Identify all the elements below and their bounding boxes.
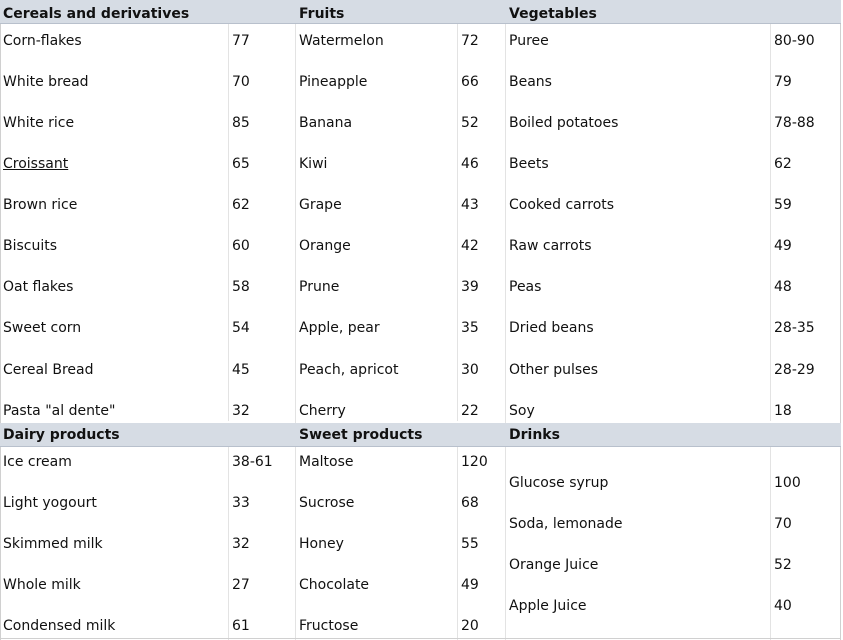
fruit-name: Peach, apricot bbox=[299, 362, 399, 378]
drink-name: Orange Juice bbox=[509, 557, 599, 573]
dairy-value: 38-61 bbox=[232, 454, 273, 470]
fruit-name: Prune bbox=[299, 279, 340, 295]
fruit-value: 43 bbox=[461, 197, 479, 213]
grid-line bbox=[228, 446, 229, 640]
drink-name: Apple Juice bbox=[509, 598, 587, 614]
heading-drinks: Drinks bbox=[509, 427, 560, 443]
fruit-name: Cherry bbox=[299, 403, 346, 419]
grid-line bbox=[770, 23, 771, 421]
dairy-value: 61 bbox=[232, 618, 250, 634]
drink-value: 70 bbox=[774, 516, 792, 532]
dairy-name: Light yogourt bbox=[3, 495, 97, 511]
grid-line bbox=[0, 0, 1, 640]
cereal-value: 77 bbox=[232, 33, 250, 49]
vegetable-name: Raw carrots bbox=[509, 238, 592, 254]
cereal-name: White bread bbox=[3, 74, 89, 90]
grid-line bbox=[457, 446, 458, 640]
cereal-name-link[interactable]: Croissant bbox=[3, 156, 69, 172]
heading-vegetables: Vegetables bbox=[509, 6, 597, 22]
fruit-name: Pineapple bbox=[299, 74, 368, 90]
drink-value: 100 bbox=[774, 475, 801, 491]
sweet-value: 20 bbox=[461, 618, 479, 634]
vegetable-value: 78-88 bbox=[774, 115, 815, 131]
heading-dairy: Dairy products bbox=[3, 427, 120, 443]
cereal-name: Sweet corn bbox=[3, 320, 82, 336]
vegetable-value: 59 bbox=[774, 197, 792, 213]
cereal-value: 54 bbox=[232, 320, 250, 336]
fruit-name: Kiwi bbox=[299, 156, 328, 172]
cereal-name: Oat flakes bbox=[3, 279, 74, 295]
vegetable-name: Soy bbox=[509, 403, 535, 419]
cereal-value: 70 bbox=[232, 74, 250, 90]
cereal-name: Pasta "al dente" bbox=[3, 403, 116, 419]
sweet-name: Honey bbox=[299, 536, 344, 552]
grid-line bbox=[295, 0, 296, 640]
vegetable-name: Beets bbox=[509, 156, 549, 172]
cereal-value: 60 bbox=[232, 238, 250, 254]
dairy-value: 27 bbox=[232, 577, 250, 593]
vegetable-name: Beans bbox=[509, 74, 552, 90]
dairy-value: 32 bbox=[232, 536, 250, 552]
cereal-value: 58 bbox=[232, 279, 250, 295]
sweet-name: Chocolate bbox=[299, 577, 370, 593]
fruit-value: 35 bbox=[461, 320, 479, 336]
vegetable-name: Puree bbox=[509, 33, 549, 49]
sweet-value: 49 bbox=[461, 577, 479, 593]
cereal-value: 85 bbox=[232, 115, 250, 131]
cereal-name: Biscuits bbox=[3, 238, 58, 254]
dairy-name: Ice cream bbox=[3, 454, 72, 470]
vegetable-value: 79 bbox=[774, 74, 792, 90]
vegetable-value: 80-90 bbox=[774, 33, 815, 49]
cereal-name: White rice bbox=[3, 115, 75, 131]
fruit-name: Apple, pear bbox=[299, 320, 380, 336]
fruit-name: Watermelon bbox=[299, 33, 384, 49]
dairy-value: 33 bbox=[232, 495, 250, 511]
grid-line bbox=[770, 446, 771, 640]
grid-line bbox=[505, 0, 506, 640]
heading-fruits: Fruits bbox=[299, 6, 345, 22]
vegetable-value: 28-29 bbox=[774, 362, 815, 378]
vegetable-name: Other pulses bbox=[509, 362, 599, 378]
sweet-name: Fructose bbox=[299, 618, 359, 634]
fruit-value: 66 bbox=[461, 74, 479, 90]
fruit-name: Banana bbox=[299, 115, 353, 131]
fruit-value: 39 bbox=[461, 279, 479, 295]
drink-value: 52 bbox=[774, 557, 792, 573]
cereal-value: 62 bbox=[232, 197, 250, 213]
sweet-value: 68 bbox=[461, 495, 479, 511]
fruit-value: 30 bbox=[461, 362, 479, 378]
fruit-value: 22 bbox=[461, 403, 479, 419]
vegetable-value: 48 bbox=[774, 279, 792, 295]
heading-sweets: Sweet products bbox=[299, 427, 423, 443]
grid-line bbox=[0, 638, 841, 639]
grid-line bbox=[840, 0, 841, 640]
cereal-name: Corn-flakes bbox=[3, 33, 82, 49]
cereal-name: Brown rice bbox=[3, 197, 78, 213]
vegetable-value: 62 bbox=[774, 156, 792, 172]
vegetable-name: Boiled potatoes bbox=[509, 115, 619, 131]
grid-line bbox=[228, 23, 229, 421]
sweet-name: Maltose bbox=[299, 454, 354, 470]
fruit-name: Orange bbox=[299, 238, 351, 254]
drink-name: Glucose syrup bbox=[509, 475, 609, 491]
fruit-value: 46 bbox=[461, 156, 479, 172]
vegetable-value: 18 bbox=[774, 403, 792, 419]
fruit-name: Grape bbox=[299, 197, 342, 213]
dairy-name: Whole milk bbox=[3, 577, 81, 593]
cereal-name: Cereal Bread bbox=[3, 362, 94, 378]
vegetable-value: 28-35 bbox=[774, 320, 815, 336]
cereal-value: 32 bbox=[232, 403, 250, 419]
drink-name: Soda, lemonade bbox=[509, 516, 623, 532]
vegetable-name: Dried beans bbox=[509, 320, 594, 336]
fruit-value: 52 bbox=[461, 115, 479, 131]
dairy-name: Condensed milk bbox=[3, 618, 116, 634]
sweet-value: 55 bbox=[461, 536, 479, 552]
cereal-value: 45 bbox=[232, 362, 250, 378]
sweet-value: 120 bbox=[461, 454, 488, 470]
vegetable-name: Cooked carrots bbox=[509, 197, 615, 213]
grid-line bbox=[457, 23, 458, 421]
cereal-value: 65 bbox=[232, 156, 250, 172]
fruit-value: 42 bbox=[461, 238, 479, 254]
fruit-value: 72 bbox=[461, 33, 479, 49]
dairy-name: Skimmed milk bbox=[3, 536, 103, 552]
vegetable-name: Peas bbox=[509, 279, 542, 295]
drink-value: 40 bbox=[774, 598, 792, 614]
sweet-name: Sucrose bbox=[299, 495, 355, 511]
vegetable-value: 49 bbox=[774, 238, 792, 254]
heading-cereals: Cereals and derivatives bbox=[3, 6, 190, 22]
